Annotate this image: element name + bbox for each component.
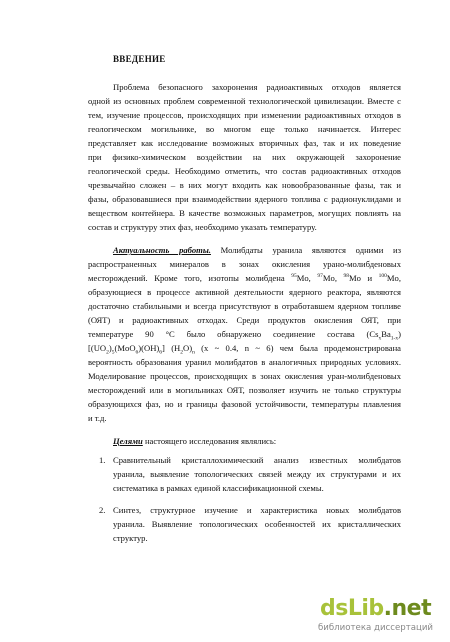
watermark-caption: библиотека диссертаций	[318, 623, 434, 633]
goal-line: Сравнительный кристаллохимический анализ известных молибдатов	[113, 455, 401, 465]
goal-line: Синтез, структурное изучение и характеристика новых молибдатов	[113, 505, 401, 515]
relevance-text: Молибдаты уранила являются одними из	[210, 245, 401, 255]
dslib-logo: dsLib.net	[320, 596, 432, 621]
relevance-line: Моделирование процессов, происходящих в зонах окисления уран-молибденовых	[88, 371, 401, 381]
formula-lead-line: температуре 90 °С было обнаружено соединение состава $(Cs_xBa_{1-x})$	[88, 329, 401, 342]
intro-line: чрезвычайно сложен – в них могут входить как новообразованные фазы, так и	[88, 180, 401, 190]
isotope-text: месторождений. Кроме того, изотопы молибдена	[88, 273, 285, 283]
relevance-first-line	[113, 245, 401, 255]
goal-line: уранила, выявление топологических связей между их структурами и их	[113, 469, 401, 479]
goals-intro-line: Целями настоящего исследования являлись:	[113, 436, 277, 446]
goal-line: систематика в рамках единой классификационной схемы.	[113, 483, 324, 493]
goal-line: уранила. Выявление топологических особенностей их кристаллических	[113, 519, 401, 529]
relevance-line: образующиеся в процессе активной деятельности ядерного реактора, являются	[88, 287, 401, 297]
relevance-line: образующихся фаз, но и границы фазовой устойчивости, температуры плавления	[88, 399, 401, 409]
formula-line: $[(UO_2)_5(MoO_6)(OH)_6]$ $(H_2O)_n$ (x ~ 0.4, n ~ 6) чем была продемонстрирована	[88, 343, 401, 356]
intro-line: Проблема безопасного захоронения радиоактивных отходов является	[113, 82, 401, 92]
intro-line: одной из основных проблем современной технологической цивилизации. Вместе с	[88, 96, 401, 106]
site-watermark[interactable]	[318, 596, 442, 638]
intro-line: геологическом могильнике, во многом еще только начинается. Интерес	[88, 124, 401, 134]
isotope-line: месторождений. Кроме того, изотопы молибдена $^{95}$Mo, $^{97}$Mo, $^{98}$Mo и $^{100}$Mo,	[88, 273, 402, 283]
intro-line: фазы, образовавшиеся при взаимодействии ядерного топлива с радионуклидами и	[88, 194, 401, 204]
relevance-line: месторождений или в могильниках ОЯТ, позволяет изучить не только структуры	[88, 385, 401, 395]
relevance-line: распространенных минералов в зонах окисления урано-молибденовых	[88, 259, 401, 269]
intro-line: веществом контейнера. В качестве возможных параметров, могущих повлиять на	[88, 208, 401, 218]
goal-number: 1.	[99, 455, 106, 465]
intro-line: тем, изучение процессов, происходящих при изменении радиоактивных отходов в	[88, 110, 401, 120]
relevance-line: (ОЯТ) и радиоактивных отходах. Среди продуктов окисления ОЯТ, при	[88, 315, 401, 325]
intro-line: состав и структуру этих фаз, необходимо указать температуру.	[88, 222, 317, 232]
goals-label: Целями	[113, 436, 143, 446]
goal-number: 2.	[99, 505, 106, 515]
relevance-line: достаточно стабильными и всегда присутствуют в отработавшем ядерном топливе	[88, 301, 401, 311]
goal-line: структур.	[113, 533, 148, 543]
relevance-line: и т.д.	[88, 413, 107, 423]
page-title: ВВЕДЕНИЕ	[113, 54, 166, 64]
relevance-label: Актуальность работы.	[113, 245, 211, 255]
intro-line: представляет как исследование возможных вторичных фаз, так и их поведение	[88, 138, 401, 148]
relevance-line: вероятность образования уранил молибдатов в аналогичных природных условиях.	[88, 357, 401, 367]
intro-line: геологической среды. Необходимо отметить, что состав радиоактивных отходов	[88, 166, 401, 176]
intro-line: при физико-химическом воздействии на них окружающей захоронение	[88, 152, 401, 162]
